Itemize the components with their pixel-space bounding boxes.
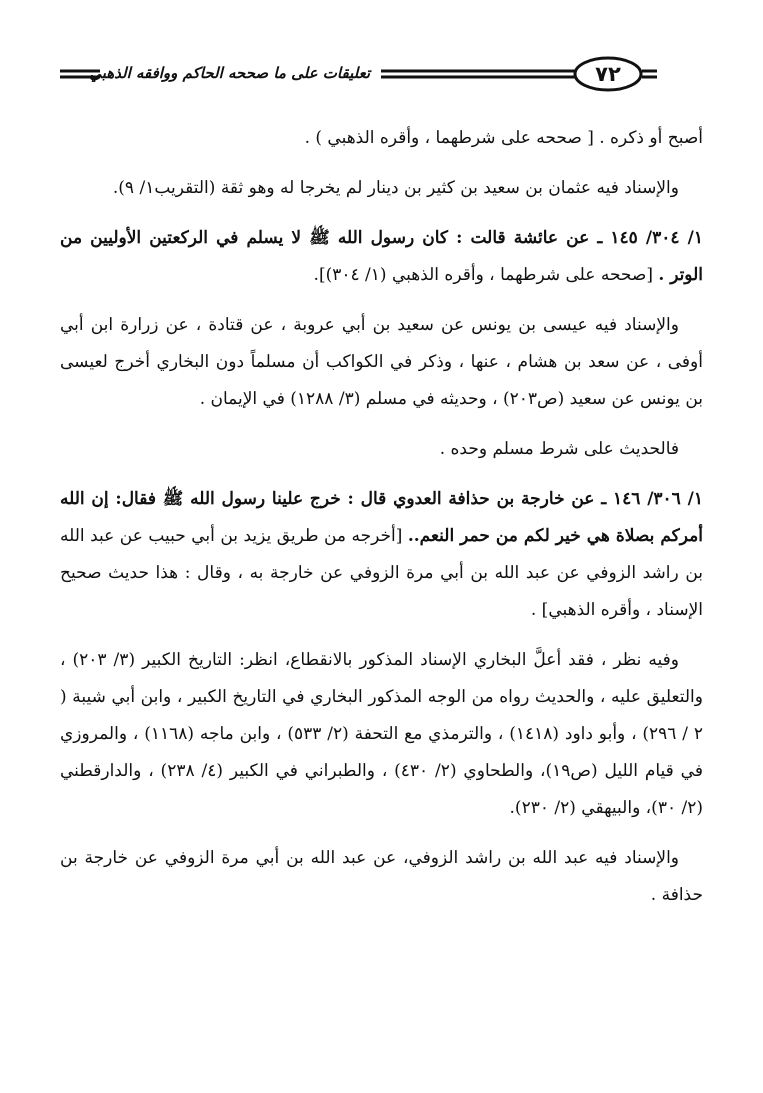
paragraph-isnad-note — [60, 307, 703, 418]
hadith-citation: [صححه على شرطهما ، وأقره الذهبي (١/ ٣٠٤)]. — [313, 265, 659, 285]
paragraph-text: أصبح أو ذكره . [ صححه على شرطهما ، وأقره الذهبي ) . — [304, 128, 703, 148]
paragraph-continuation — [60, 120, 703, 157]
running-title: تعليقات على ما صححه الحاكم ووافقه الذهبي — [89, 64, 370, 82]
paragraph-isnad-note — [60, 840, 703, 914]
paragraph-conclusion — [60, 431, 703, 468]
hadith-citation: [أخرجه من طريق يزيد بن أبي حبيب عن عبد الله بن راشد الزوفي عن عبد الله بن أبي مرة الزوفي عن خارجة به ، وقال : هذا حديث صحيح الإسناد ، وأقره الذهبي] . — [60, 526, 703, 620]
paragraph-text: والإسناد فيه عثمان بن سعيد بن كثير بن دينار لم يخرجا له وهو ثقة (التقريب١/ ٩). — [112, 178, 679, 198]
paragraph-text: وفيه نظر ، فقد أعلَّ البخاري الإسناد المذكور بالانقطاع، انظر: التاريخ الكبير (٣/ ٢٠٣) ، والتعليق عليه ، والحديث رواه من الوجه المذكور البخاري في التاريخ الكبير ، وابن أبي شيبة ( ٢ / ٢٩٦) ، وأبو داود (١٤١٨) ، والترمذي مع التحفة (٢/ ٥٣٣) ، وابن ماجه (١١٦٨) ، والمروزي في قيام الليل (ص١٩)، والطحاوي (٢/ ٤٣٠) ، والطبراني في الكبير (٤/ ٢٣٨) ، والدارقطني (٢/ ٣٠)، والبيهقي (٢/ ٢٣٠). — [60, 650, 703, 818]
paragraph-text: والإسناد فيه عبد الله بن راشد الزوفي، عن عبد الله بن أبي مرة الزوفي عن خارجة بن حذافة . — [60, 848, 703, 905]
paragraph-text: فالحديث على شرط مسلم وحده . — [439, 439, 679, 459]
hadith-heading: ١/ ٣٠٤/ ١٤٥ ـ عن عائشة قالت : كان رسول الله ﷺ لا يسلم في الركعتين الأوليين من الوتر . — [60, 228, 703, 285]
page-number: ٧٢ — [595, 62, 621, 86]
paragraph-critique — [60, 642, 703, 827]
paragraph-text: والإسناد فيه عيسى بن يونس عن سعيد بن أبي عروبة ، عن قتادة ، عن زرارة ابن أبي أوفى ، عن سعد بن هشام ، عنها ، وذكر في الكواكب أن مسلماً دون البخاري أخرج لعيسى بن يونس عن سعيد (ص٢٠٣) ، وحديثه في مسلم (٣/ ١٢٨٨) في الإيمان . — [60, 315, 703, 409]
paragraph-isnad-note — [60, 170, 703, 207]
hadith-heading: ١/ ٣٠٦/ ١٤٦ ـ عن خارجة بن حذافة العدوي قال : خرج علينا رسول الله ﷺ فقال: إن الله أمركم بصلاة هي خير لكم من حمر النعم.. — [60, 489, 703, 546]
page-body — [60, 120, 703, 927]
hadith-entry-146 — [60, 481, 703, 629]
hadith-entry-145 — [60, 220, 703, 294]
